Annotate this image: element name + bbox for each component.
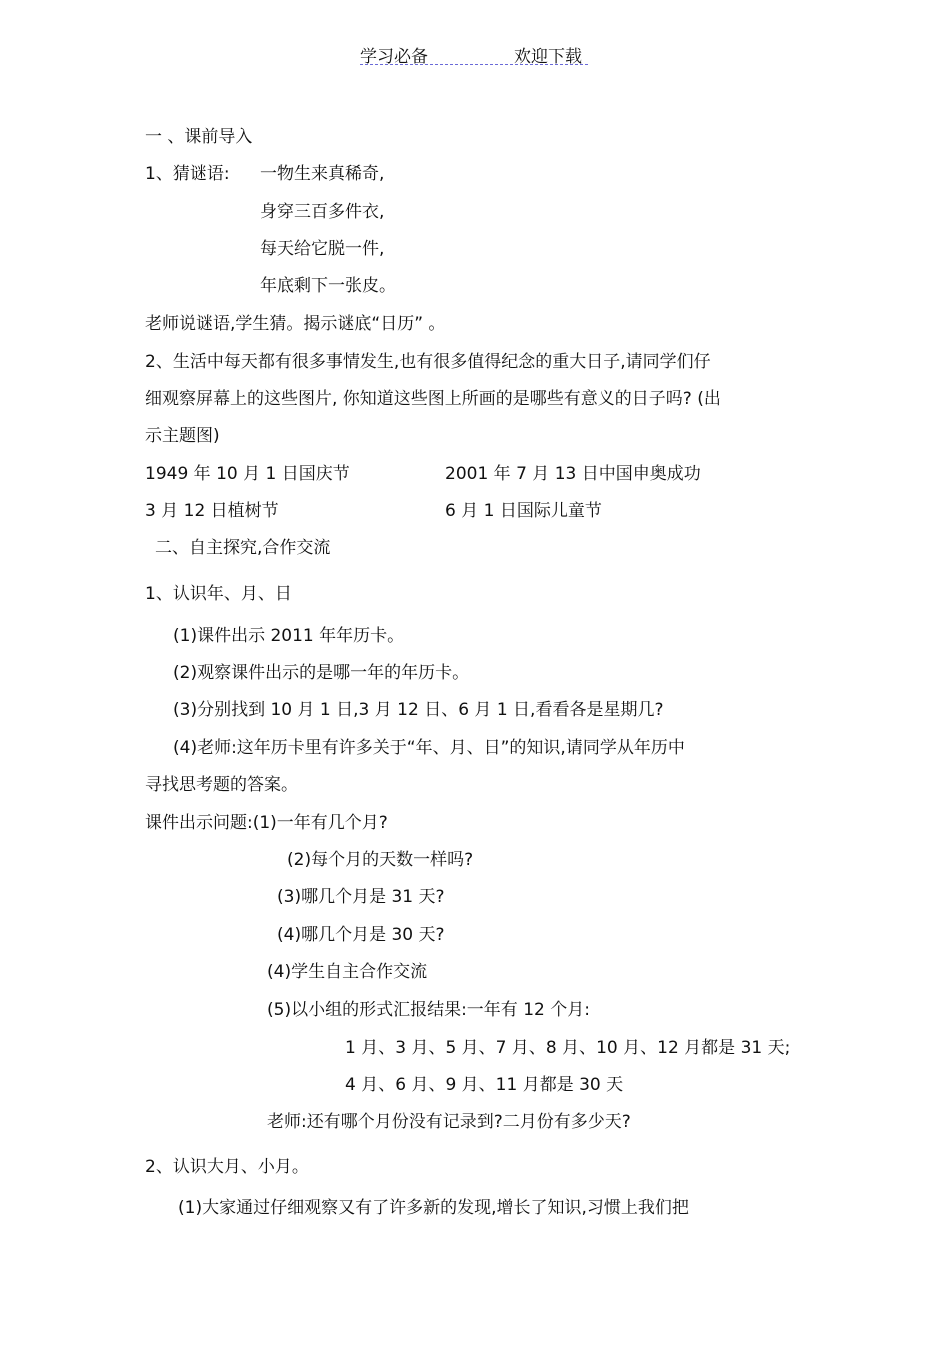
step-item: (4)学生自主合作交流 <box>267 962 428 982</box>
questions-label: 课件出示问题:(1)一年有几个月? <box>145 813 388 833</box>
riddle-line: 每天给它脱一件, <box>260 239 385 259</box>
date-item: 6 月 1 日国际儿童节 <box>445 501 602 521</box>
page-header <box>360 40 588 65</box>
section1-title: 一 、课前导入 <box>145 127 253 147</box>
step-item: (4)老师:这年历卡里有许多关于“年、月、日”的知识,请同学从年历中 <box>173 738 685 758</box>
step-item-continuation: 寻找思考题的答案。 <box>145 775 298 795</box>
step-item: (5)以小组的形式汇报结果:一年有 12 个月: <box>267 1000 590 1020</box>
riddle-reveal: 老师说谜语,学生猜。揭示谜底“日历” 。 <box>145 314 446 334</box>
riddle-line: 身穿三百多件衣, <box>260 202 385 222</box>
date-item: 2001 年 7 月 13 日中国申奥成功 <box>445 464 701 484</box>
riddle-label: 1、猜谜语: <box>145 164 230 184</box>
question-item: (2)每个月的天数一样吗? <box>287 850 474 870</box>
header-right-text: 欢迎下载 <box>514 47 582 67</box>
subsection-title: 2、认识大月、小月。 <box>145 1157 309 1177</box>
date-item: 3 月 12 日植树节 <box>145 501 279 521</box>
subsection-title: 1、认识年、月、日 <box>145 584 292 604</box>
question-item: (4)哪几个月是 30 天? <box>277 925 445 945</box>
date-item: 1949 年 10 月 1 日国庆节 <box>145 464 350 484</box>
result-line: 1 月、3 月、5 月、7 月、8 月、10 月、12 月都是 31 天; <box>345 1038 791 1058</box>
step-item: (1)课件出示 2011 年年历卡。 <box>173 626 405 646</box>
question2-line: 2、生活中每天都有很多事情发生,也有很多值得纪念的重大日子,请同学们仔 <box>145 352 711 372</box>
riddle-line: 一物生来真稀奇, <box>260 164 385 184</box>
question2-line: 细观察屏幕上的这些图片, 你知道这些图上所画的是哪些有意义的日子吗? (出 <box>145 389 721 409</box>
step-item: (3)分别找到 10 月 1 日,3 月 12 日、6 月 1 日,看看各是星期几? <box>173 700 664 720</box>
result-line: 4 月、6 月、9 月、11 月都是 30 天 <box>345 1075 624 1095</box>
question-item: (3)哪几个月是 31 天? <box>277 887 445 907</box>
step-item: (1)大家通过仔细观察又有了许多新的发现,增长了知识,习惯上我们把 <box>178 1198 689 1218</box>
question2-line: 示主题图) <box>145 426 220 446</box>
section2-title: 二、自主探究,合作交流 <box>155 538 331 558</box>
step-item: (2)观察课件出示的是哪一年的年历卡。 <box>173 663 470 683</box>
teacher-question: 老师:还有哪个月份没有记录到?二月份有多少天? <box>267 1112 631 1132</box>
header-left-text: 学习必备 <box>360 47 428 67</box>
riddle-line: 年底剩下一张皮。 <box>260 276 396 296</box>
